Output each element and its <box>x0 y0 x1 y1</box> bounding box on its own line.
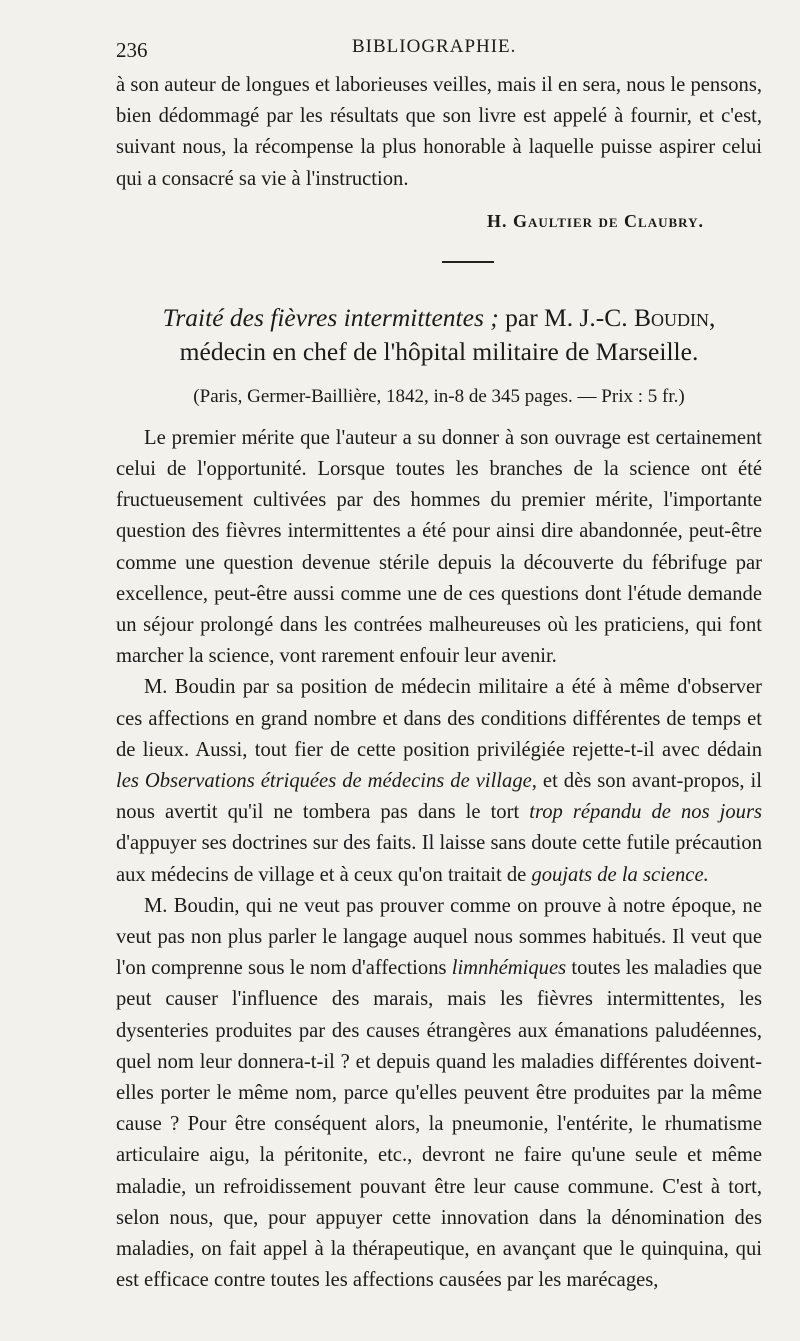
paragraph-2-emphasis-1: les Observations étriquées de médecins de village, <box>116 770 537 793</box>
paragraph-2 <box>116 672 762 890</box>
review-title-italic: Traité des fièvres intermittentes ; <box>162 302 499 332</box>
section-rule <box>442 261 494 263</box>
review-title: Traité des fièvres intermittentes ; par M. J.-C. Boudin, médecin en chef de l'hôpital militaire de Marseille. <box>162 302 716 366</box>
paragraph-2-text-c: d'appuyer ses doctrines sur des faits. Il laisse sans doute cette futile précaution aux médecins de village et à ceux qu'on traitait de <box>116 832 762 886</box>
signature-name: Gaultier de Claubry. <box>512 210 704 231</box>
signature <box>116 207 704 235</box>
paragraph-3-emphasis-1: limnhémiques <box>451 957 567 980</box>
paragraph-2-text-b: et dès son avant-propos, il nous avertit qu'il ne tombera pas dans le tort <box>116 770 762 824</box>
page-number: 236 <box>116 38 148 62</box>
signature-initial: H. <box>486 210 508 231</box>
publication-info: (Paris, Germer-Baillière, 1842, in-8 de 345 pages. — Prix : 5 fr.) <box>193 385 685 407</box>
running-head <box>116 30 762 70</box>
running-title: BIBLIOGRAPHIE. <box>352 36 517 57</box>
review-title-author: Boudin <box>634 302 710 332</box>
paragraph-3-text-a: M. Boudin, qui ne veut pas prouver comme on prouve à notre époque, ne veut pas non plus parler le langage auquel nous sommes habitués. Il veut que l'on comprenne sous le nom d'affections <box>116 894 762 980</box>
paragraph-2-text-a: M. Boudin par sa position de médecin militaire a été à même d'observer ces affections en grand nombre et dans des conditions différentes de temps et de lieux. Aussi, tout fier de cette position privilégiée rejette-t-il avec dédain <box>116 676 762 761</box>
intro-paragraph: à son auteur de longues et laborieuses veilles, mais il en sera, nous le pensons, bien dédommagé par les résultats que son livre est appelé à fournir, et c'est, suivant nous, la récompense la plus honorable à laquelle puisse aspirer celui qui a consacré sa vie à l'instruction. <box>116 74 762 190</box>
paragraph-3 <box>116 891 762 1297</box>
review-title-by: par M. J.-C. <box>505 302 628 332</box>
paragraph-2-emphasis-2: trop répandu de nos jours <box>529 801 762 824</box>
review-title-line2: médecin en chef de l'hôpital militaire de Marseille. <box>179 336 699 366</box>
paragraph-2-emphasis-3: goujats de la science. <box>531 863 709 886</box>
paragraph-1: Le premier mérite que l'auteur a su donner à son ouvrage est certainement celui de l'opportunité. Lorsque toutes les branches de la science ont été fructueusement cultivées par des hommes du premier mérite, l'importante question des fièvres intermittentes a été pour ainsi dire abandonnée, peut-être comme une question devenue stérile depuis la découverte du fébrifuge par excellence, peut-être aussi comme une de ces questions dont l'étude demande un séjour prolongé dans les contrées malheureuses où les praticiens, qui font marcher la science, vont rarement enfouir leur avenir. <box>116 426 762 668</box>
paragraph-3-text-b: toutes les maladies que peut causer l'influence des marais, mais les fièvres intermittentes, les dysenteries produites par des causes étrangères aux émanations paludéennes, quel nom leur donnera-t-il ? et depuis quand les maladies différentes doivent-elles porter le même nom, parce qu'elles peuvent être produites par la même cause ? Pour être conséquent alors, la pneumonie, l'entérite, le rhumatisme articulaire aigu, la péritonite, etc., devront ne faire qu'une seule et même maladie, un refroidissement pouvant être leur cause commune. C'est à tort, selon nous, que, pour appuyer cette innovation dans la dénomination des maladies, on fait appel à la thérapeutique, en avançant que le quinquina, qui est efficace contre toutes les affections causées par les marécages, <box>116 957 762 1292</box>
